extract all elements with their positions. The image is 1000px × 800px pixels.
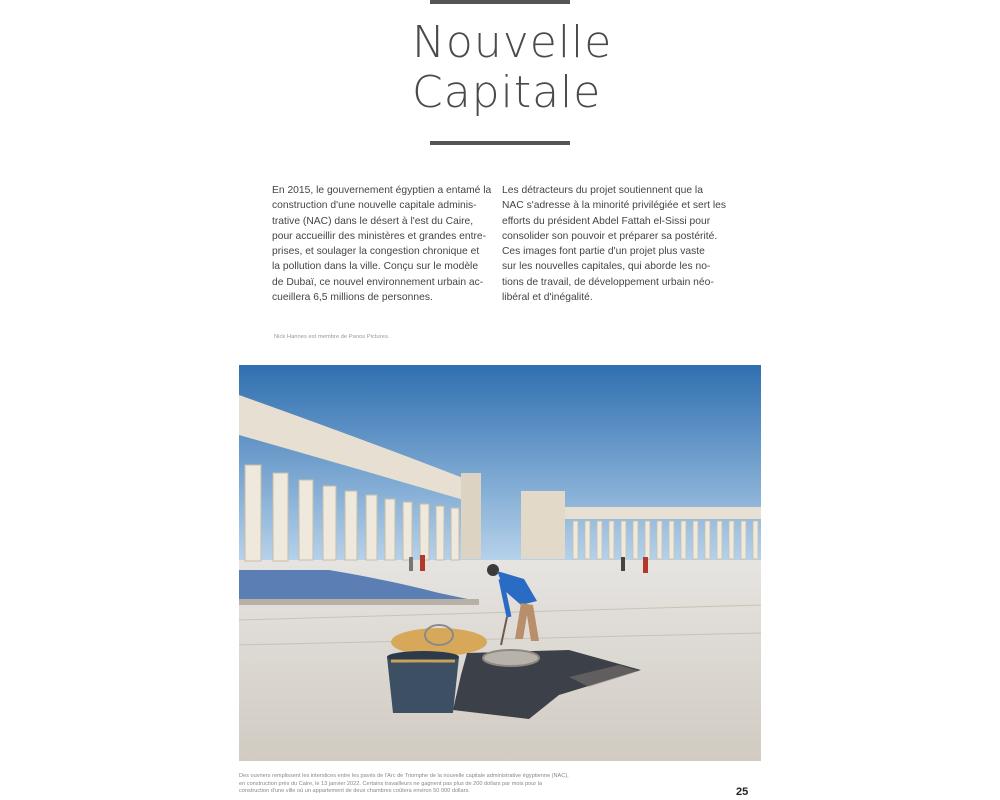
title-rule-top [430,0,570,4]
title-line-2: Capitale [412,67,602,118]
article-title [330,18,670,118]
body-column-left: En 2015, le gouvernement égyptien a entamé la construction d'une nouvelle capitale adminis- trative (NAC) dans le désert à l'est du Caire, pour accueillir des ministères et grandes entre- prises, et soulager la congestion chronique et la pollution dans la ville. Conçu sur le modèle de Dubaï, ce nouvel environnement urbain ac- cueillera 6,5 millions de personnes. [272,185,492,304]
pool-edge [239,599,479,605]
colonnade-right-roof [565,507,761,519]
page-number: 25 [736,786,749,798]
colonnade-right-tower [521,491,565,559]
body-column-right: Les détracteurs du projet soutiennent que la NAC s'adresse à la minorité privilégiée et sert les efforts du président Abdel Fattah el-Sissi pour consolider son pouvoir et préparer sa postérité. Ces images font partie d'un projet plus vaste sur les nouvelles capitales, qui aborde les no- tions de travail, de développement urbain néo- libéral et d'inégalité. [502,185,727,304]
title-rule-bottom [430,141,570,145]
article-photo [239,365,761,761]
manhole-cover [483,650,539,666]
bucket [387,657,459,713]
photo-caption: Des ouvriers remplissent les interstices entre les pavés de l'Arc de Triomphe de la nouvelle capitale administrative égyptienne (NAC), en construction près du Caire, le 13 janvier 2022. Certains travailleurs ne gagnent pas plus de 200 dollars par mois pour la construction d'une ville où un appartement de deux chambres coûtera environ 50 000 dollars. [239,773,569,794]
colonnade-left-tower [461,473,481,559]
title-line-1: Nouvelle [412,17,613,68]
photo-credit: Nick Hannes est membre de Panos Pictures. [274,334,390,340]
photo-illustration [239,365,761,761]
